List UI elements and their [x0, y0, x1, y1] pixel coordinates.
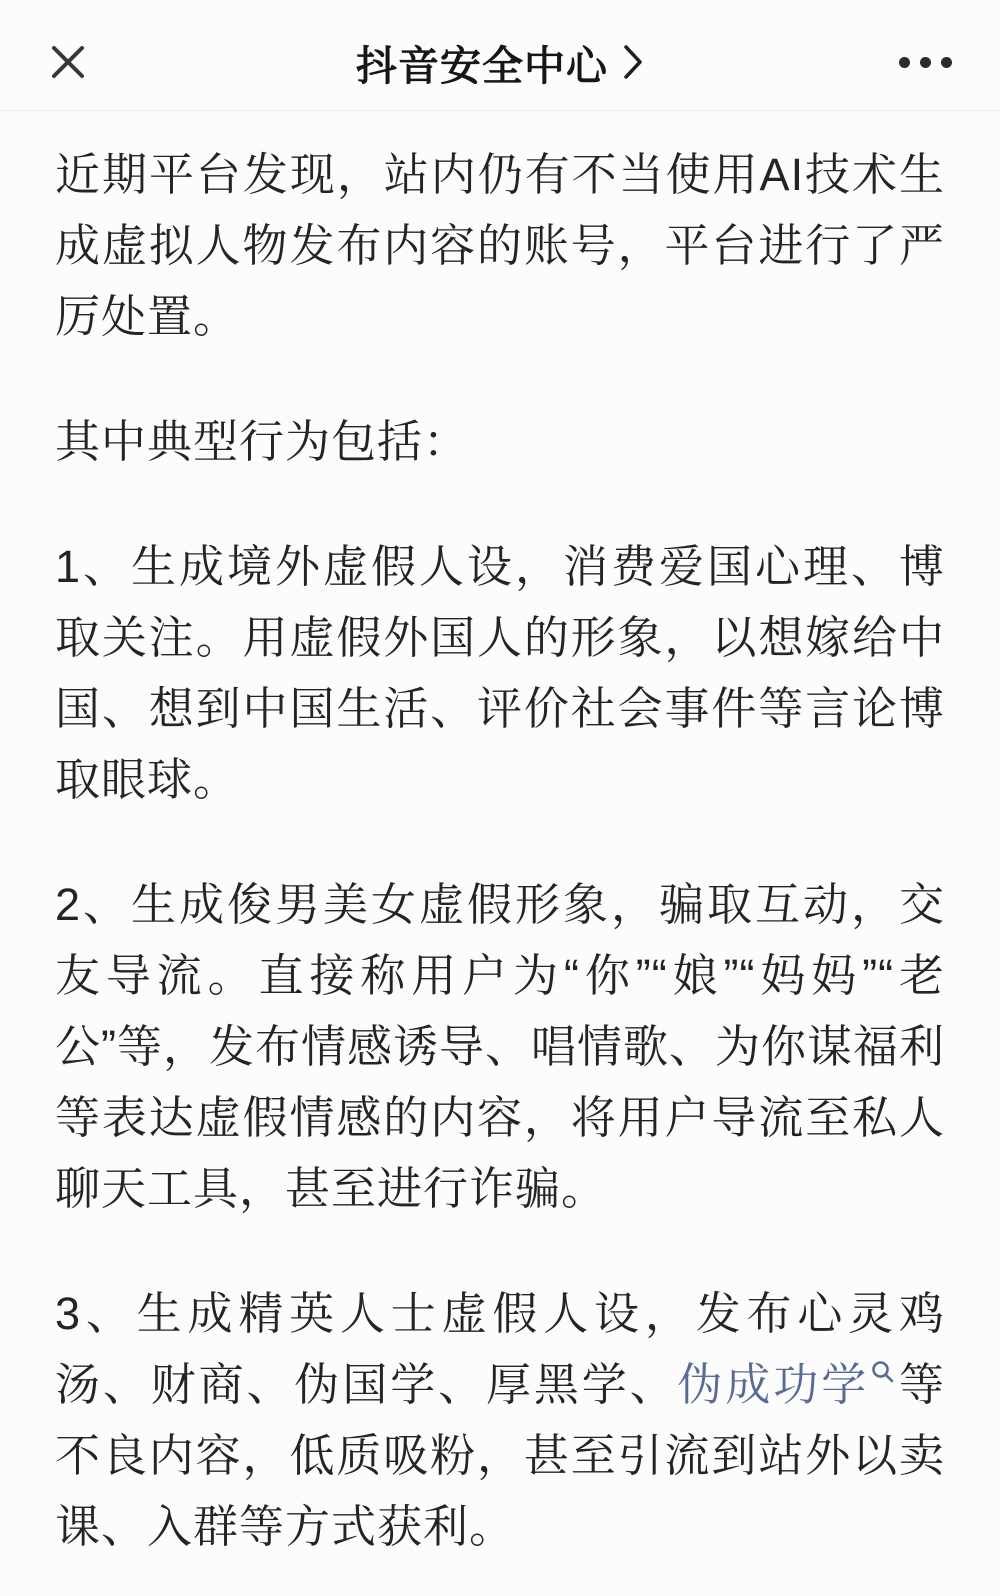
official-account-title[interactable]	[356, 14, 644, 110]
article-content	[0, 111, 1000, 1562]
page-title: 抖音安全中心	[356, 42, 608, 89]
search-term-text: 伪成功学	[677, 1359, 870, 1410]
paragraph-item-3	[55, 1278, 945, 1562]
paragraph-item-2: 2、生成俊男美女虚假形象，骗取互动，交友导流。直接称用户为“你”“娘”“妈妈”“老公”等，发布情感诱导、唱情歌、为你谋福利等表达虚假情感的内容，将用户导流至私人聊天工具，甚至进行诈骗。	[55, 879, 945, 1214]
paragraph-heading: 其中典型行为包括：	[55, 416, 470, 467]
search-term-link[interactable]	[678, 1359, 898, 1410]
item-3-text-pre: 3、生成精英人士虚假人设，发布心灵鸡汤、财商、伪国学、厚黑学、	[55, 1288, 945, 1410]
ellipsis-icon	[941, 57, 952, 68]
paragraph-intro: 近期平台发现，站内仍有不当使用AI技术生成虚拟人物发布内容的账号，平台进行了严厉处置。	[55, 149, 945, 342]
ellipsis-icon	[899, 57, 910, 68]
item-3-text-post: 等不良内容，低质吸粉，甚至引流到站外以卖课、入群等方式获利。	[55, 1359, 945, 1552]
ellipsis-icon	[920, 57, 931, 68]
magnifier-icon	[871, 1333, 895, 1404]
paragraph-item-1: 1、生成境外虚假人设，消费爱国心理、博取关注。用虚假外国人的形象，以想嫁给中国、想到中国生活、评价社会事件等言论博取眼球。	[55, 541, 945, 805]
close-icon	[48, 42, 88, 82]
navbar	[0, 0, 1000, 111]
more-menu-button[interactable]	[899, 32, 952, 92]
chevron-right-icon	[622, 43, 644, 81]
close-button[interactable]	[48, 32, 108, 92]
